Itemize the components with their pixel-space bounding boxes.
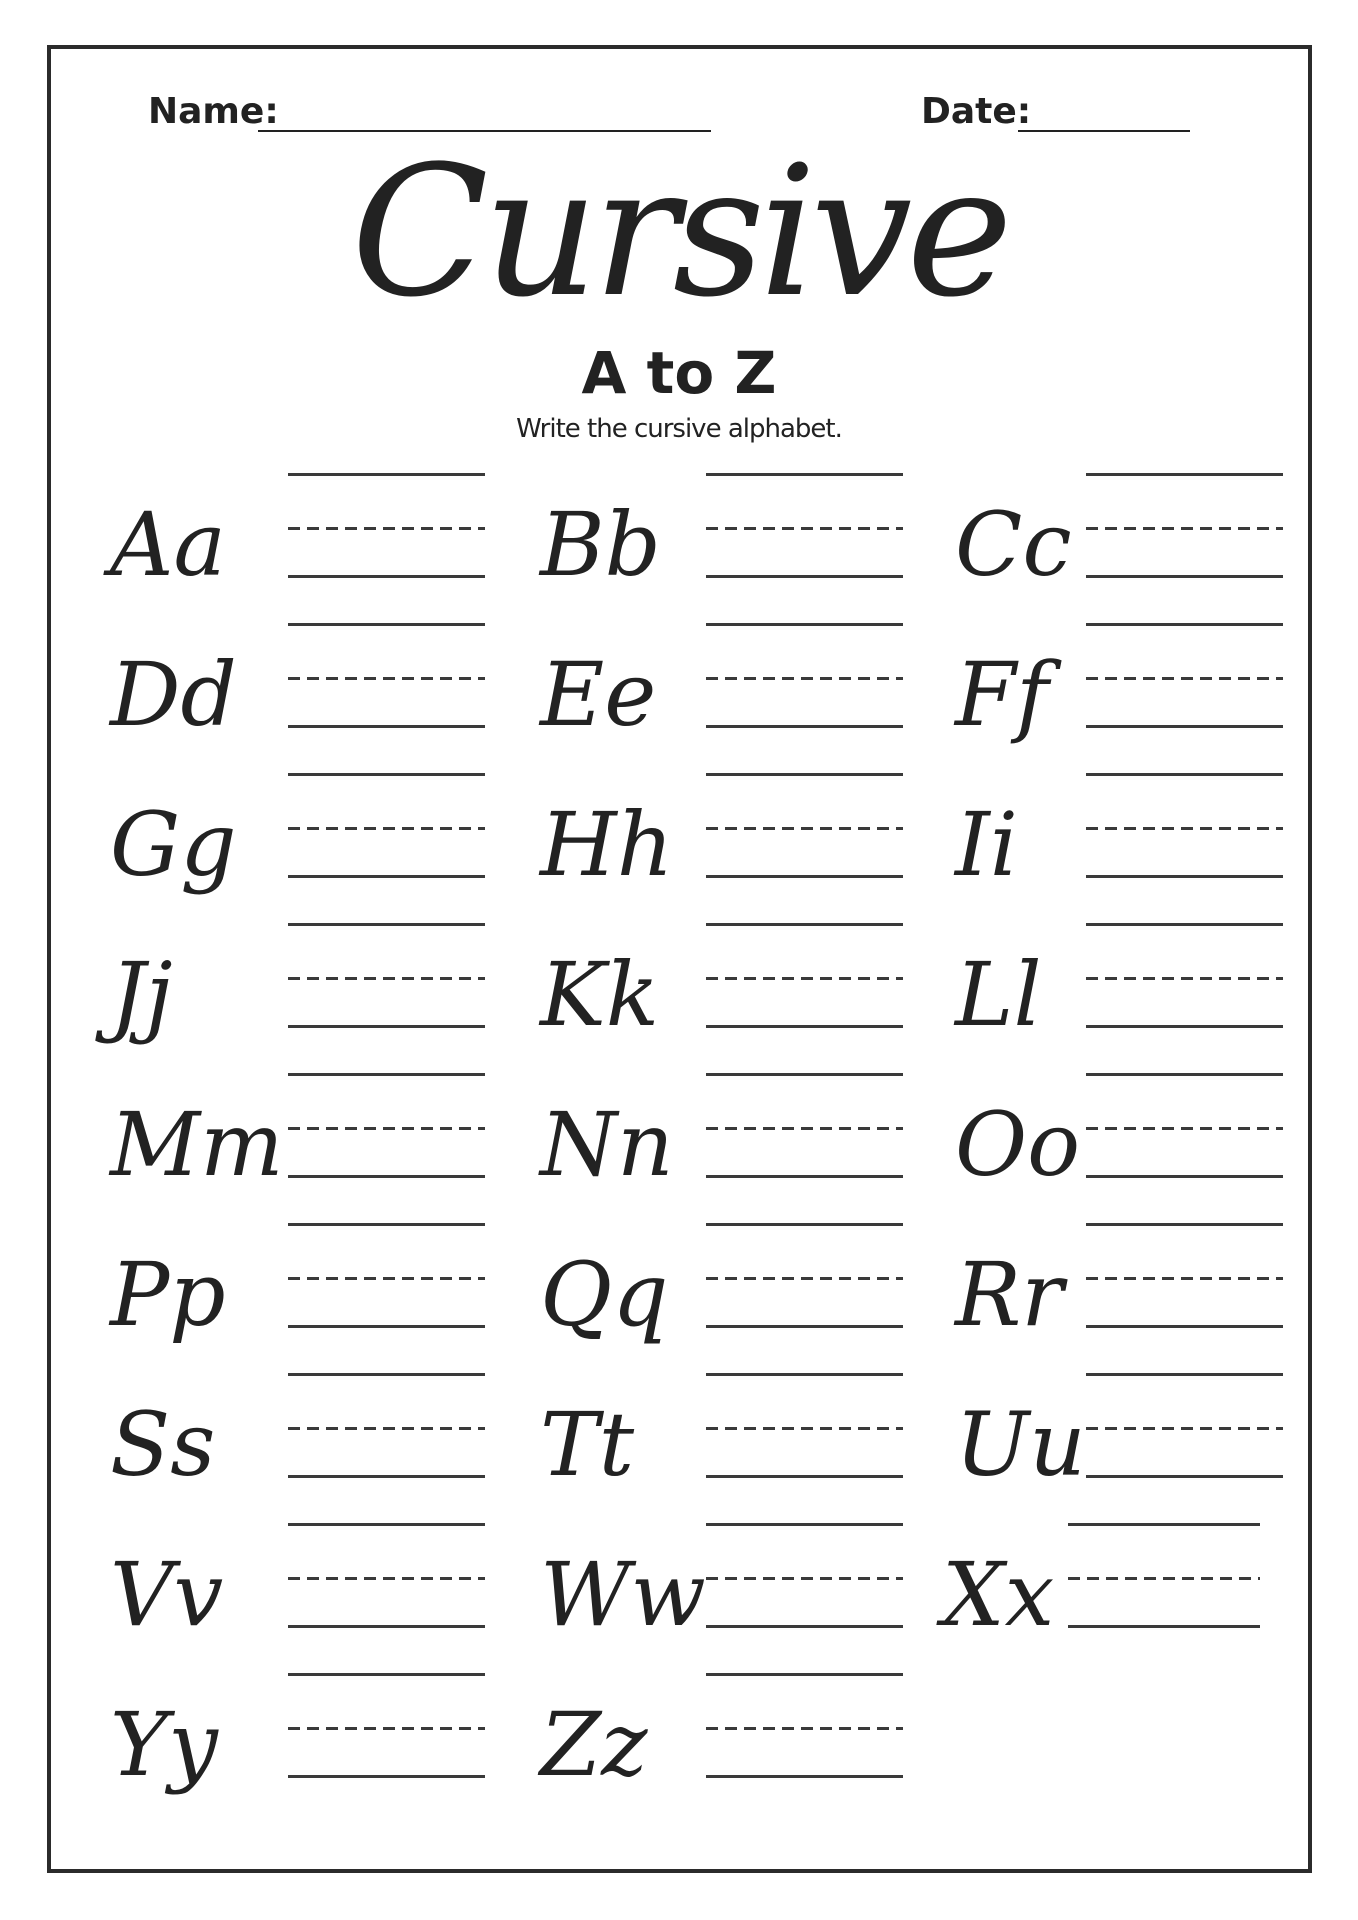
letter-pair: Jj <box>110 943 173 1046</box>
base-guide-line <box>706 1475 903 1478</box>
practice-lines[interactable] <box>288 1223 485 1328</box>
dashed-mid-guide-line <box>706 1427 903 1430</box>
practice-cell <box>903 1523 1283 1673</box>
dashed-mid-guide-line <box>706 1577 903 1580</box>
practice-lines[interactable] <box>706 923 903 1028</box>
dashed-mid-guide-line <box>288 677 485 680</box>
letter-pair: Ee <box>540 643 657 746</box>
practice-lines[interactable] <box>706 1523 903 1628</box>
date-label: Date: <box>921 91 1032 132</box>
practice-lines[interactable] <box>1086 773 1283 878</box>
dashed-mid-guide-line <box>706 827 903 830</box>
practice-lines[interactable] <box>706 1673 903 1778</box>
top-guide-line <box>288 623 485 626</box>
dashed-mid-guide-line <box>1086 677 1283 680</box>
letter-pair: Pp <box>110 1243 226 1346</box>
top-guide-line <box>288 1223 485 1226</box>
practice-cell <box>485 1673 903 1823</box>
letter-pair: Ff <box>955 643 1049 746</box>
practice-cell <box>485 473 903 623</box>
empty-cell <box>903 1673 1283 1823</box>
base-guide-line <box>1086 725 1283 728</box>
practice-lines[interactable] <box>706 773 903 878</box>
letter-pair: Uu <box>955 1393 1086 1496</box>
base-guide-line <box>706 725 903 728</box>
dashed-mid-guide-line <box>288 1127 485 1130</box>
practice-cell <box>903 923 1283 1073</box>
top-guide-line <box>288 923 485 926</box>
top-guide-line <box>706 773 903 776</box>
letter-pair: Bb <box>540 493 661 596</box>
top-guide-line <box>706 1523 903 1526</box>
practice-lines[interactable] <box>1086 923 1283 1028</box>
base-guide-line <box>288 1475 485 1478</box>
practice-cell <box>485 923 903 1073</box>
top-guide-line <box>706 1373 903 1376</box>
dashed-mid-guide-line <box>706 1277 903 1280</box>
practice-cell <box>85 1073 485 1223</box>
top-guide-line <box>1086 623 1283 626</box>
base-guide-line <box>288 1025 485 1028</box>
practice-cell <box>903 1223 1283 1373</box>
practice-lines[interactable] <box>706 1373 903 1478</box>
base-guide-line <box>1086 1475 1283 1478</box>
practice-lines[interactable] <box>706 623 903 728</box>
practice-cell <box>903 623 1283 773</box>
practice-lines[interactable] <box>1086 623 1283 728</box>
base-guide-line <box>1086 575 1283 578</box>
practice-lines[interactable] <box>1086 473 1283 578</box>
practice-cell <box>903 1073 1283 1223</box>
dashed-mid-guide-line <box>1086 1127 1283 1130</box>
base-guide-line <box>706 1775 903 1778</box>
top-guide-line <box>1068 1523 1260 1526</box>
practice-cell <box>85 923 485 1073</box>
dashed-mid-guide-line <box>706 1727 903 1730</box>
dashed-mid-guide-line <box>1068 1577 1260 1580</box>
practice-cell <box>85 623 485 773</box>
practice-cell <box>903 1373 1283 1523</box>
dashed-mid-guide-line <box>706 1127 903 1130</box>
dashed-mid-guide-line <box>288 1727 485 1730</box>
letter-pair: Rr <box>955 1243 1064 1346</box>
letter-pair: Ss <box>110 1393 216 1496</box>
letter-pair: Zz <box>540 1693 648 1796</box>
letter-pair: Oo <box>955 1093 1081 1196</box>
top-guide-line <box>288 473 485 476</box>
top-guide-line <box>288 1523 485 1526</box>
base-guide-line <box>1086 875 1283 878</box>
base-guide-line <box>288 1175 485 1178</box>
top-guide-line <box>288 773 485 776</box>
dashed-mid-guide-line <box>288 827 485 830</box>
base-guide-line <box>1086 1325 1283 1328</box>
practice-lines[interactable] <box>288 1523 485 1628</box>
letter-pair: Ww <box>540 1543 706 1646</box>
top-guide-line <box>706 923 903 926</box>
alphabet-practice-grid <box>85 473 1283 1823</box>
top-guide-line <box>1086 1073 1283 1076</box>
instruction-text: Write the cursive alphabet. <box>516 414 842 444</box>
letter-pair: Aa <box>110 493 227 596</box>
dashed-mid-guide-line <box>1086 1427 1283 1430</box>
letter-pair: Nn <box>540 1093 674 1196</box>
top-guide-line <box>706 1073 903 1076</box>
top-guide-line <box>288 1673 485 1676</box>
practice-lines[interactable] <box>1068 1523 1260 1628</box>
letter-pair: Mm <box>110 1093 284 1196</box>
base-guide-line <box>706 875 903 878</box>
practice-cell <box>485 1073 903 1223</box>
dashed-mid-guide-line <box>288 527 485 530</box>
top-guide-line <box>288 1073 485 1076</box>
letter-pair: Hh <box>540 793 674 896</box>
top-guide-line <box>706 473 903 476</box>
base-guide-line <box>1068 1625 1260 1628</box>
dashed-mid-guide-line <box>288 977 485 980</box>
base-guide-line <box>288 725 485 728</box>
practice-lines[interactable] <box>1086 1373 1283 1478</box>
dashed-mid-guide-line <box>1086 977 1283 980</box>
practice-cell <box>85 773 485 923</box>
practice-lines[interactable] <box>288 1073 485 1178</box>
page-title: Cursive <box>351 128 1007 337</box>
letter-pair: Gg <box>110 793 237 896</box>
practice-cell <box>485 773 903 923</box>
letter-pair: Vv <box>110 1543 224 1646</box>
letter-pair: Dd <box>110 643 237 746</box>
practice-cell <box>85 1223 485 1373</box>
dashed-mid-guide-line <box>288 1277 485 1280</box>
base-guide-line <box>288 1325 485 1328</box>
name-label: Name: <box>148 91 279 132</box>
base-guide-line <box>706 1325 903 1328</box>
letter-pair: Kk <box>540 943 660 1046</box>
practice-lines[interactable] <box>288 623 485 728</box>
letter-pair: Ii <box>955 793 1018 896</box>
base-guide-line <box>706 1175 903 1178</box>
top-guide-line <box>1086 1373 1283 1376</box>
letter-pair: Yy <box>110 1693 218 1796</box>
letter-pair: Xx <box>942 1543 1055 1646</box>
dashed-mid-guide-line <box>1086 827 1283 830</box>
practice-lines[interactable] <box>288 1673 485 1778</box>
base-guide-line <box>706 1625 903 1628</box>
practice-cell <box>485 1523 903 1673</box>
practice-lines[interactable] <box>288 1373 485 1478</box>
base-guide-line <box>288 575 485 578</box>
top-guide-line <box>706 1673 903 1676</box>
practice-cell <box>903 773 1283 923</box>
practice-lines[interactable] <box>288 473 485 578</box>
practice-lines[interactable] <box>1086 1223 1283 1328</box>
practice-lines[interactable] <box>706 1073 903 1178</box>
top-guide-line <box>1086 1223 1283 1226</box>
top-guide-line <box>706 1223 903 1226</box>
practice-cell <box>85 1523 485 1673</box>
dashed-mid-guide-line <box>288 1577 485 1580</box>
dashed-mid-guide-line <box>1086 1277 1283 1280</box>
page-subtitle: A to Z <box>581 339 777 407</box>
dashed-mid-guide-line <box>1086 527 1283 530</box>
top-guide-line <box>288 1373 485 1376</box>
dashed-mid-guide-line <box>706 977 903 980</box>
base-guide-line <box>288 1775 485 1778</box>
top-guide-line <box>1086 773 1283 776</box>
letter-pair: Qq <box>540 1243 669 1346</box>
practice-cell <box>485 1223 903 1373</box>
letter-pair: Tt <box>540 1393 635 1496</box>
base-guide-line <box>1086 1175 1283 1178</box>
practice-cell <box>485 1373 903 1523</box>
top-guide-line <box>706 623 903 626</box>
practice-cell <box>85 1673 485 1823</box>
base-guide-line <box>706 575 903 578</box>
practice-cell <box>85 1373 485 1523</box>
practice-cell <box>903 473 1283 623</box>
practice-lines[interactable] <box>1086 1073 1283 1178</box>
base-guide-line <box>706 1025 903 1028</box>
base-guide-line <box>288 875 485 878</box>
practice-lines[interactable] <box>288 923 485 1028</box>
practice-lines[interactable] <box>706 473 903 578</box>
dashed-mid-guide-line <box>288 1427 485 1430</box>
top-guide-line <box>1086 923 1283 926</box>
practice-lines[interactable] <box>288 773 485 878</box>
base-guide-line <box>1086 1025 1283 1028</box>
practice-cell <box>85 473 485 623</box>
base-guide-line <box>288 1625 485 1628</box>
letter-pair: Cc <box>955 493 1072 596</box>
practice-lines[interactable] <box>706 1223 903 1328</box>
dashed-mid-guide-line <box>706 677 903 680</box>
letter-pair: Ll <box>955 943 1042 1046</box>
dashed-mid-guide-line <box>706 527 903 530</box>
practice-cell <box>485 623 903 773</box>
top-guide-line <box>1086 473 1283 476</box>
